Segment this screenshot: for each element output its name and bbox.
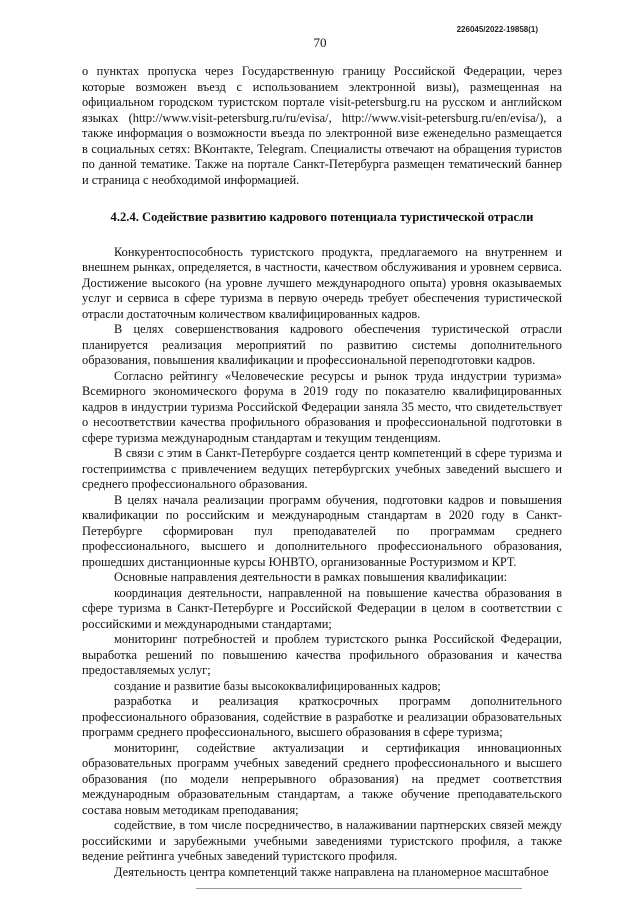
paragraph: Деятельность центра компетенций также направлена на планомерное масштабное: [114, 864, 549, 879]
paragraph: В целях совершенствования кадрового обеспечения туристической отрасли планируется реализация мероприятий по развитию системы дополнительного образования, повышения квалификации и профессиональной переподготовки кадров.: [82, 322, 562, 367]
paragraph: о пунктах пропуска через Государственную границу Российской Федерации, через которые возможен въезд с использованием электронной визы), размещенная на официальном городском туристском портале visit-petersburg.ru на русском и английском языках (http://www.visit-petersburg.ru/ru/evisa/, http://www.visit-petersburg.ru/en/evisa/), а также информация о возможности въезда по электронной визе еженедельно размещается в социальных сетях: ВКонтакте, Telegram. Специалисты отвечают на обращения туристов по данной тематике. Также на портале Санкт-Петербурга размещен тематический баннер и страница с необходимой информацией.: [82, 64, 562, 187]
list-item: координация деятельности, направленной на повышение качества образования в сфере туризма в Санкт-Петербурге и Российской Федерации в целом в соответствии с российскими и международными стандартами;: [82, 585, 562, 631]
page-bottom-rule: [196, 888, 522, 889]
list-item: мониторинг потребностей и проблем туристского рынка Российской Федерации, выработка решений по повышению качества профильного образования и качества предоставляемых услуг;: [82, 632, 562, 677]
list-item: содействие, в том числе посредничество, в налаживании партнерских связей между российскими и зарубежными учебными заведениями туристского профиля, а также ведение рейтинга учебных заведений туристского профиля.: [82, 818, 562, 863]
list-item: разработка и реализация краткосрочных программ дополнительного профессионального образования, содействие в разработке и реализации образовательных программ среднего профессионального, высшего образования в сфере туризма;: [82, 694, 562, 739]
paragraph: В связи с этим в Санкт-Петербурге создается центр компетенций в сфере туризма и гостеприимства с привлечением ведущих петербургских учебных заведений высшего и среднего профессионального образования.: [82, 446, 562, 491]
list-item: создание и развитие базы высококвалифицированных кадров;: [114, 678, 441, 693]
list-item: мониторинг, содействие актуализации и сертификация инновационных образовательных программ учебных заведений среднего профессионального и высшего образования (по модели непрерывного образования) на предмет соответствия международным образовательным стандартам, а также обучение преподавательского состава новым методикам преподавания;: [82, 740, 562, 817]
paragraph: В целях начала реализации программ обучения, подготовки кадров и повышения квалификации по российским и международным стандартам в 2020 году в Санкт-Петербурге сформирован пул преподавателей по программам среднего профессионального, высшего и дополнительного профессионального образования, прошедших дистанционные курсы ЮНВТО, организованные Ростуризмом и КРТ.: [82, 492, 562, 569]
paragraph: Конкурентоспособность туристского продукта, предлагаемого на внутреннем и внешнем рынках, определяется, в частности, качеством обслуживания и уровнем сервиса. Достижение высокого (на уровне лучшего международного опыта) уровня оказываемых услуг и сервиса в сфере туризма в первую очередь требует обеспечения туристической отрасли достаточным количеством квалифицированных кадров.: [82, 244, 562, 321]
paragraph: Основные направления деятельности в рамках повышения квалификации:: [114, 570, 508, 584]
document-body: [82, 64, 562, 880]
section-title: 4.2.4. Содействие развитию кадрового потенциала туристической отрасли: [110, 210, 534, 224]
page-number: 70: [313, 35, 327, 50]
paragraph: Согласно рейтингу «Человеческие ресурсы и рынок труда индустрии туризма» Всемирного экономического форума в 2019 году по показателю квалифицированных кадров в индустрии туризма Российской Федерации заняла 35 место, что свидетельствует о несоответствии качества профильного образования и профессиональной подготовки в сфере туризма международным стандартам и текущим тенденциям.: [82, 368, 562, 445]
document-id: 226045/2022-19858(1): [456, 25, 538, 34]
